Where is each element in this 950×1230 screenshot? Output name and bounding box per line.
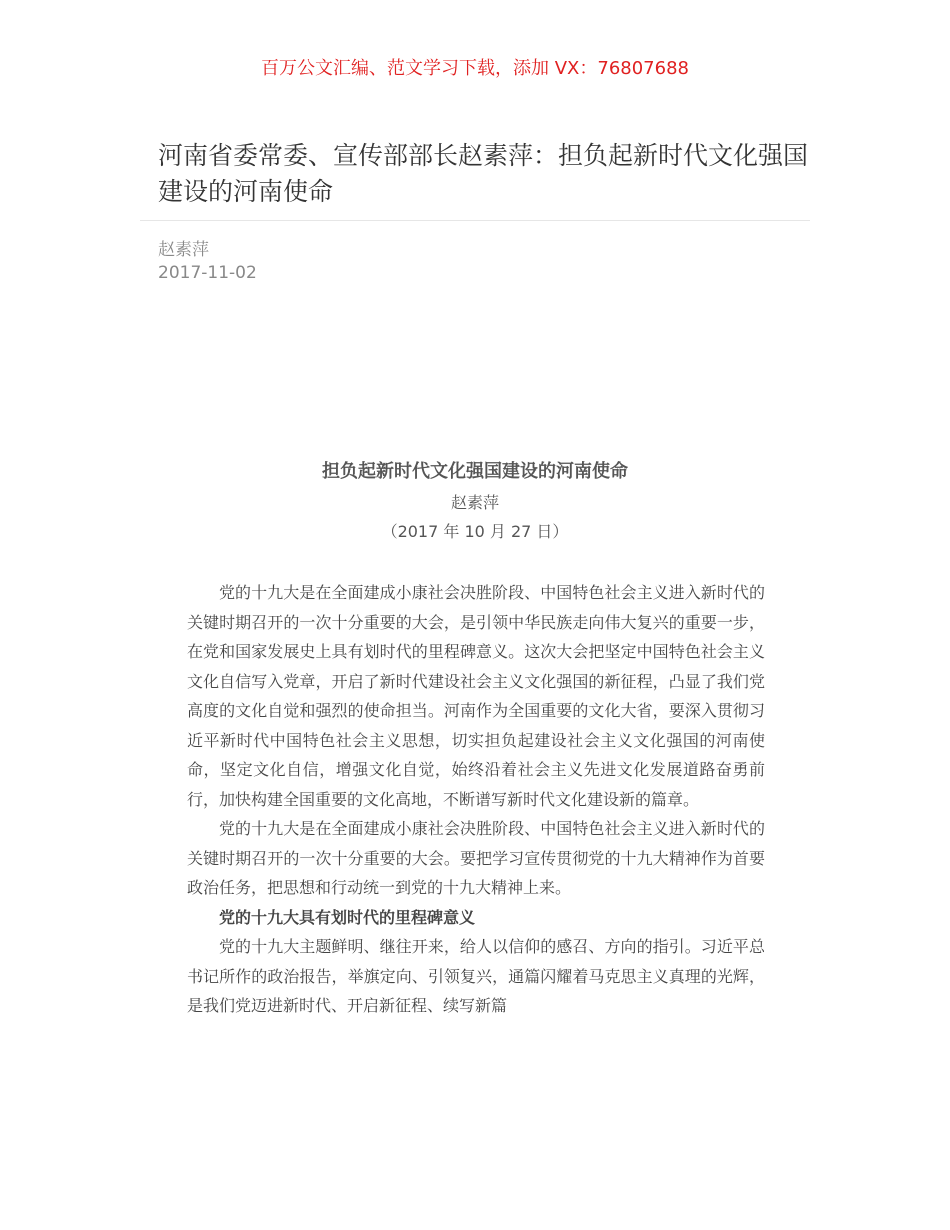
article-date: 2017-11-02 [158, 263, 257, 283]
article-author: 赵素萍 [158, 240, 209, 260]
document-title: 担负起新时代文化强国建设的河南使命 [322, 461, 628, 482]
article-title: 河南省委常委、宣传部部长赵素萍：担负起新时代文化强国建设的河南使命 [158, 141, 809, 206]
body-paragraph: 党的十九大是在全面建成小康社会决胜阶段、中国特色社会主义进入新时代的关键时期召开的一次十分重要的大会，是引领中华民族走向伟大复兴的重要一步，在党和国家发展史上具有划时代的里程碑意义。这次大会把坚定中国特色社会主义文化自信写入党章，开启了新时代建设社会主义文化强国的新征程，凸显了我们党高度的文化自觉和强烈的使命担当。河南作为全国重要的文化大省，要深入贯彻习近平新时代中国特色社会主义思想，切实担负起建设社会主义文化强国的河南使命，坚定文化自信，增强文化自觉，始终沿着社会主义先进文化发展道路奋勇前行，加快构建全国重要的文化高地，不断谱写新时代文化建设新的篇章。 [187, 583, 765, 809]
document-body [187, 578, 765, 1021]
document-date: （2017 年 10 月 27 日） [381, 522, 569, 541]
article-header [140, 138, 810, 221]
body-paragraph: 党的十九大主题鲜明、继往开来，给人以信仰的感召、方向的指引。习近平总书记所作的政治报告，举旗定向、引领复兴，通篇闪耀着马克思主义真理的光辉，是我们党迈进新时代、开启新征程、续写新篇 [187, 937, 765, 1015]
document-author: 赵素萍 [450, 493, 499, 512]
body-paragraph: 党的十九大是在全面建成小康社会决胜阶段、中国特色社会主义进入新时代的关键时期召开的一次十分重要的大会。要把学习宣传贯彻党的十九大精神作为首要政治任务，把思想和行动统一到党的十九大精神上来。 [187, 819, 765, 897]
promo-banner: 百万公文汇编、范文学习下载，添加 VX：76807688 [261, 58, 689, 79]
section-heading: 党的十九大具有划时代的里程碑意义 [219, 907, 476, 927]
